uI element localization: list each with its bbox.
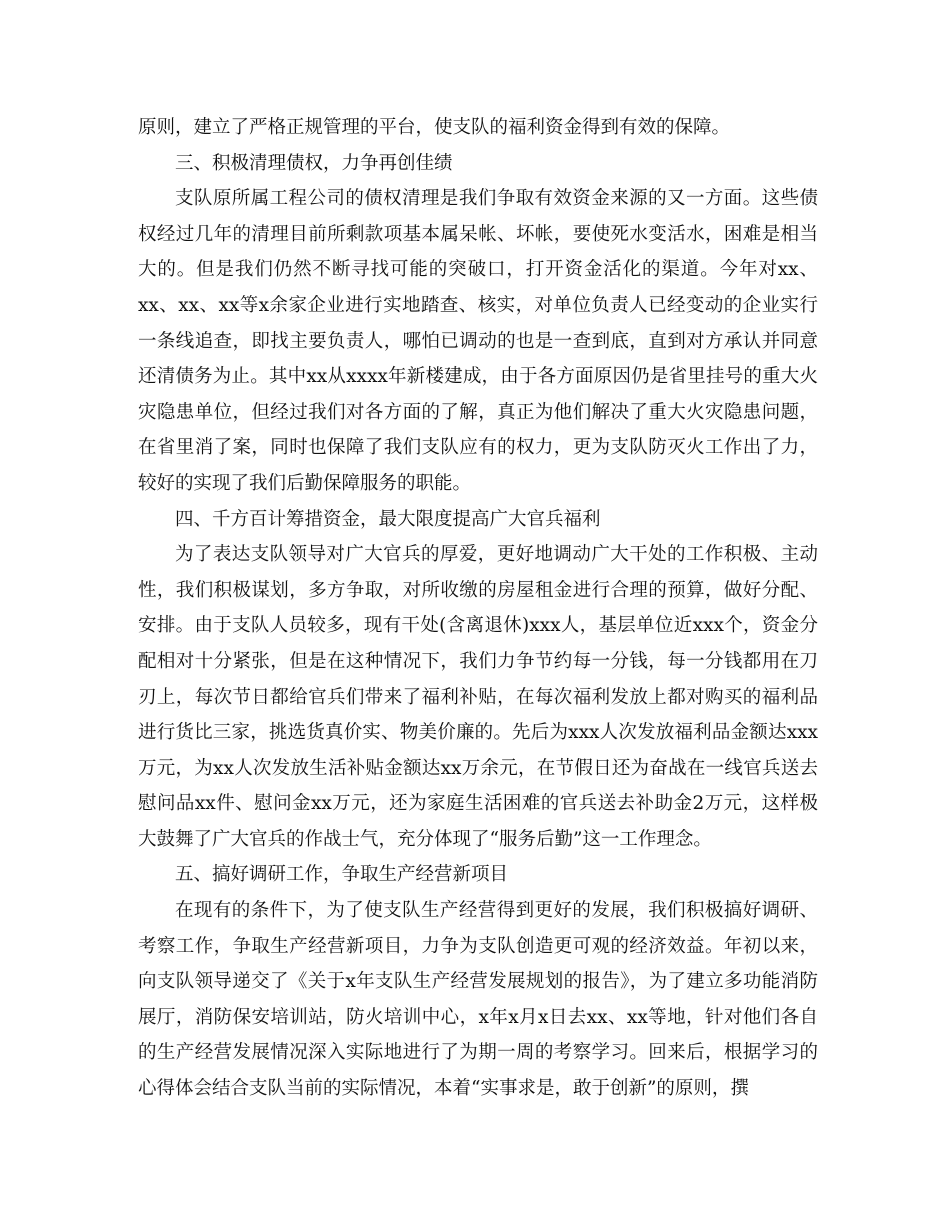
- paragraph-welfare-funds: 为了表达支队领导对广大官兵的厚爱，更好地调动广大干处的工作积极、主动性，我们积极谋划，多方争取，对所收缴的房屋租金进行合理的预算，做好分配、安排。由于支队人员较多，现有干处(含离退休)xxx人，基层单位近xxx个，资金分配相对十分紧张，但是在这种情况下，我们力争节约每一分钱，每一分钱都用在刀刃上，每次节日都给官兵们带来了福利补贴，在每次福利发放上都对购买的福利品进行货比三家，挑选货真价实、物美价廉的。先后为xxx人次发放福利品金额达xxx万元，为xx人次发放生活补贴金额达xx万余元，在节假日还为奋战在一线官兵送去慰问品xx件、慰问金xx万元，还为家庭生活困难的官兵送去补助金2万元，这样极大鼓舞了广大官兵的作战士气，充分体现了“服务后勤”这一工作理念。: [138, 544, 818, 850]
- document-body: [138, 110, 818, 1107]
- paragraph-continued: 原则，建立了严格正规管理的平台，使支队的福利资金得到有效的保障。: [138, 117, 731, 138]
- section-heading-4: 四、千方百计筹措资金，最大限度提高广大官兵福利: [175, 508, 601, 530]
- paragraph-debt-clearance: 支队原所属工程公司的债权清理是我们争取有效资金来源的又一方面。这些债权经过几年的清理目前所剩款项基本属呆帐、坏帐，要使死水变活水，困难是相当大的。但是我们仍然不断寻找可能的突破口，打开资金活化的渠道。今年对xx、xx、xx、xx等x余家企业进行实地踏查、核实，对单位负责人已经变动的企业实行一条线追查，即找主要负责人，哪怕已调动的也是一查到底，直到对方承认并同意还清债务为止。其中xx从xxxx年新楼建成，由于各方面原因仍是省里挂号的重大火灾隐患单位，但经过我们对各方面的了解，真正为他们解决了重大火灾隐患问题，在省里消了案，同时也保障了我们支队应有的权力，更为支队防灭火工作出了力，较好的实现了我们后勤保障服务的职能。: [138, 188, 818, 494]
- section-heading-3: 三、积极清理债权，力争再创佳绩: [175, 152, 453, 174]
- paragraph-research-projects: 在现有的条件下，为了使支队生产经营得到更好的发展，我们积极搞好调研、考察工作，争取生产经营新项目，力争为支队创造更可观的经济效益。年初以来，向支队领导递交了《关于x年支队生产经营发展规划的报告》，为了建立多功能消防展厅，消防保安培训站，防火培训中心，x年x月x日去xx、xx等地，针对他们各自的生产经营发展情况深入实际地进行了为期一周的考察学习。回来后，根据学习的心得体会结合支队当前的实际情况，本着“实事求是，敢于创新”的原则，撰: [138, 900, 818, 1100]
- section-heading-5: 五、搞好调研工作，争取生产经营新项目: [175, 864, 509, 886]
